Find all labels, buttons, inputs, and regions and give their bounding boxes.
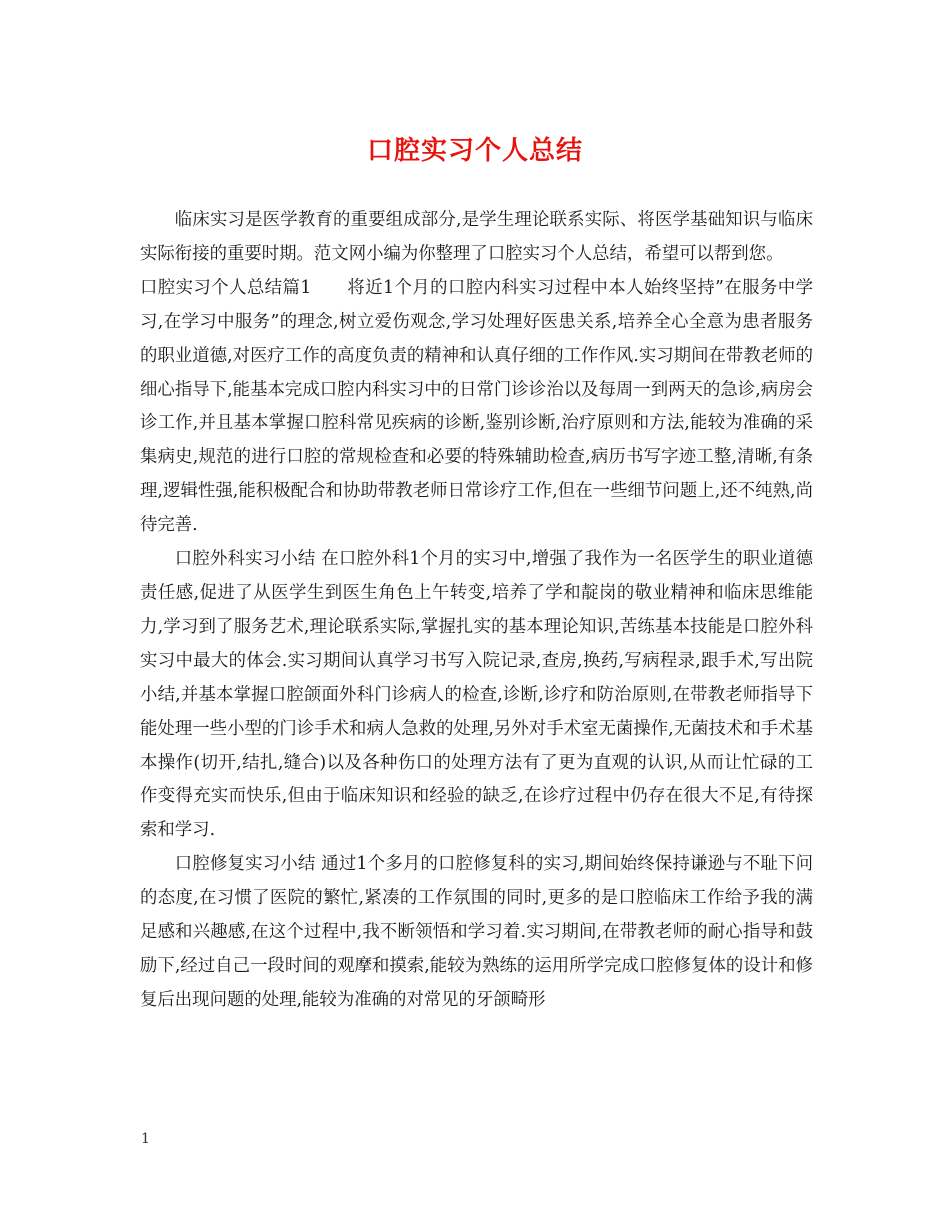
paragraph-oral-medicine: 口腔实习个人总结篇1 将近1个月的口腔内科实习过程中本人始终坚持”在服务中学习,在学习中服务”的理念,树立爱伤观念,学习处理好医患关系,培养全心全意为患者服务的职业道德,对医疗工作的高度负责的精神和认真仔细的工作作风.实习期间在带教老师的细心指导下,能基本完成口腔内科实习中的日常门诊诊治以及每周一到两天的急诊,病房会诊工作,并且基本掌握口腔科常见疾病的诊断,鉴别诊断,治疗原则和方法,能较为准确的采集病史,规范的进行口腔的常规检查和必要的特殊辅助检查,病历书写字迹工整,清晰,有条理,逻辑性强,能积极配合和协助带教老师日常诊疗工作,但在一些细节问题上,还不纯熟,尚待完善. <box>140 277 813 536</box>
paragraph-oral-surgery: 口腔外科实习小结 在口腔外科1个月的实习中,增强了我作为一名医学生的职业道德责任感,促进了从医学生到医生角色上午转变,培养了学和靛岗的敬业精神和临床思维能力,学习到了服务艺术,理论联系实际,掌握扎实的基本理论知识,苦练基本技能是口腔外科实习中最大的体会.实习期间认真学习书写入院记录,查房,换药,写病程录,跟手术,写出院小结,并基本掌握口腔颌面外科门诊病人的检查,诊断,诊疗和防治原则,在带教老师指导下能处理一些小型的门诊手术和病人急救的处理,另外对手术室无菌操作,无菌技术和手术基本操作(切开,结扎,缝合)以及各种伤口的处理方法有了更为直观的认识,从而让忙碌的工作变得充实而快乐,但由于临床知识和经验的缺乏,在诊疗过程中仍存在很大不足,有待探索和学习. <box>140 549 813 841</box>
paragraph-prosthodontics: 口腔修复实习小结 通过1个多月的口腔修复科的实习,期间始终保持谦逊与不耻下问的态度,在习惯了医院的繁忙,紧凑的工作氛围的同时,更多的是口腔临床工作给予我的满足感和兴趣感,在这个过程中,我不断领悟和学习着.实习期间,在带教老师的耐心指导和鼓励下,经过自己一段时间的观摩和摸索,能较为熟练的运用所学完成口腔修复体的设计和修复后出现问题的处理,能较为准确的对常见的牙颌畸形 <box>140 854 813 1010</box>
document-body <box>140 204 813 1018</box>
page-number: 1 <box>141 1131 150 1147</box>
paragraph-intro: 临床实习是医学教育的重要组成部分,是学生理论联系实际、将医学基础知识与临床实际衔接的重要时期。范文网小编为你整理了口腔实习个人总结，希望可以帮到您。 <box>140 210 813 264</box>
document-title: 口腔实习个人总结 <box>366 136 583 166</box>
